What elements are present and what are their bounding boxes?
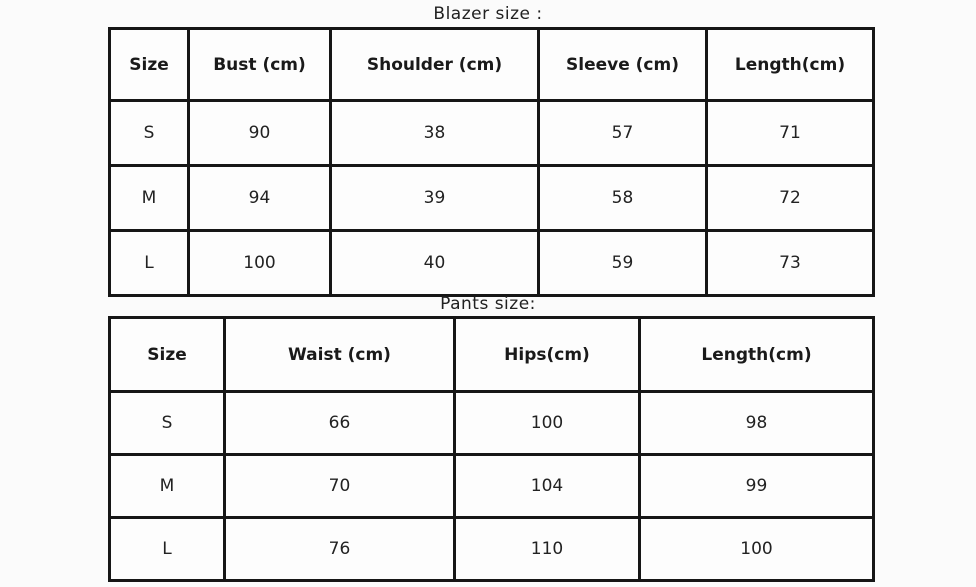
- length-value-cell: 98: [640, 392, 874, 455]
- blazer-header-sleeve: Sleeve (cm): [539, 29, 707, 101]
- bust-value-cell: 100: [189, 231, 331, 296]
- length-value-cell: 99: [640, 455, 874, 518]
- blazer-header-size: Size: [110, 29, 189, 101]
- blazer-row-l: [110, 231, 874, 296]
- shoulder-value-cell: 40: [331, 231, 539, 296]
- pants-table-title: Pants size:: [440, 294, 536, 314]
- hips-value-cell: 100: [455, 392, 640, 455]
- length-value-cell: 71: [707, 101, 874, 166]
- length-value-cell: 73: [707, 231, 874, 296]
- pants-row-m: [110, 455, 874, 518]
- size-label-cell: L: [110, 518, 225, 581]
- size-label-cell: S: [110, 101, 189, 166]
- pants-header-hips: Hips(cm): [455, 318, 640, 392]
- waist-value-cell: 70: [225, 455, 455, 518]
- blazer-row-m: [110, 166, 874, 231]
- blazer-row-s: [110, 101, 874, 166]
- pants-header-waist: Waist (cm): [225, 318, 455, 392]
- pants-row-l: [110, 518, 874, 581]
- pants-header-row: [110, 318, 874, 392]
- pants-size-table: [108, 316, 875, 582]
- length-value-cell: 72: [707, 166, 874, 231]
- hips-value-cell: 110: [455, 518, 640, 581]
- pants-header-length: Length(cm): [640, 318, 874, 392]
- shoulder-value-cell: 39: [331, 166, 539, 231]
- length-value-cell: 100: [640, 518, 874, 581]
- waist-value-cell: 76: [225, 518, 455, 581]
- size-label-cell: S: [110, 392, 225, 455]
- blazer-header-length: Length(cm): [707, 29, 874, 101]
- pants-row-s: [110, 392, 874, 455]
- size-label-cell: L: [110, 231, 189, 296]
- sleeve-value-cell: 57: [539, 101, 707, 166]
- sleeve-value-cell: 59: [539, 231, 707, 296]
- blazer-header-row: [110, 29, 874, 101]
- blazer-header-bust: Bust (cm): [189, 29, 331, 101]
- blazer-header-shoulder: Shoulder (cm): [331, 29, 539, 101]
- size-label-cell: M: [110, 166, 189, 231]
- pants-header-size: Size: [110, 318, 225, 392]
- blazer-table-title: Blazer size :: [433, 4, 543, 24]
- hips-value-cell: 104: [455, 455, 640, 518]
- blazer-size-table: [108, 27, 875, 297]
- waist-value-cell: 66: [225, 392, 455, 455]
- sleeve-value-cell: 58: [539, 166, 707, 231]
- size-label-cell: M: [110, 455, 225, 518]
- bust-value-cell: 90: [189, 101, 331, 166]
- shoulder-value-cell: 38: [331, 101, 539, 166]
- bust-value-cell: 94: [189, 166, 331, 231]
